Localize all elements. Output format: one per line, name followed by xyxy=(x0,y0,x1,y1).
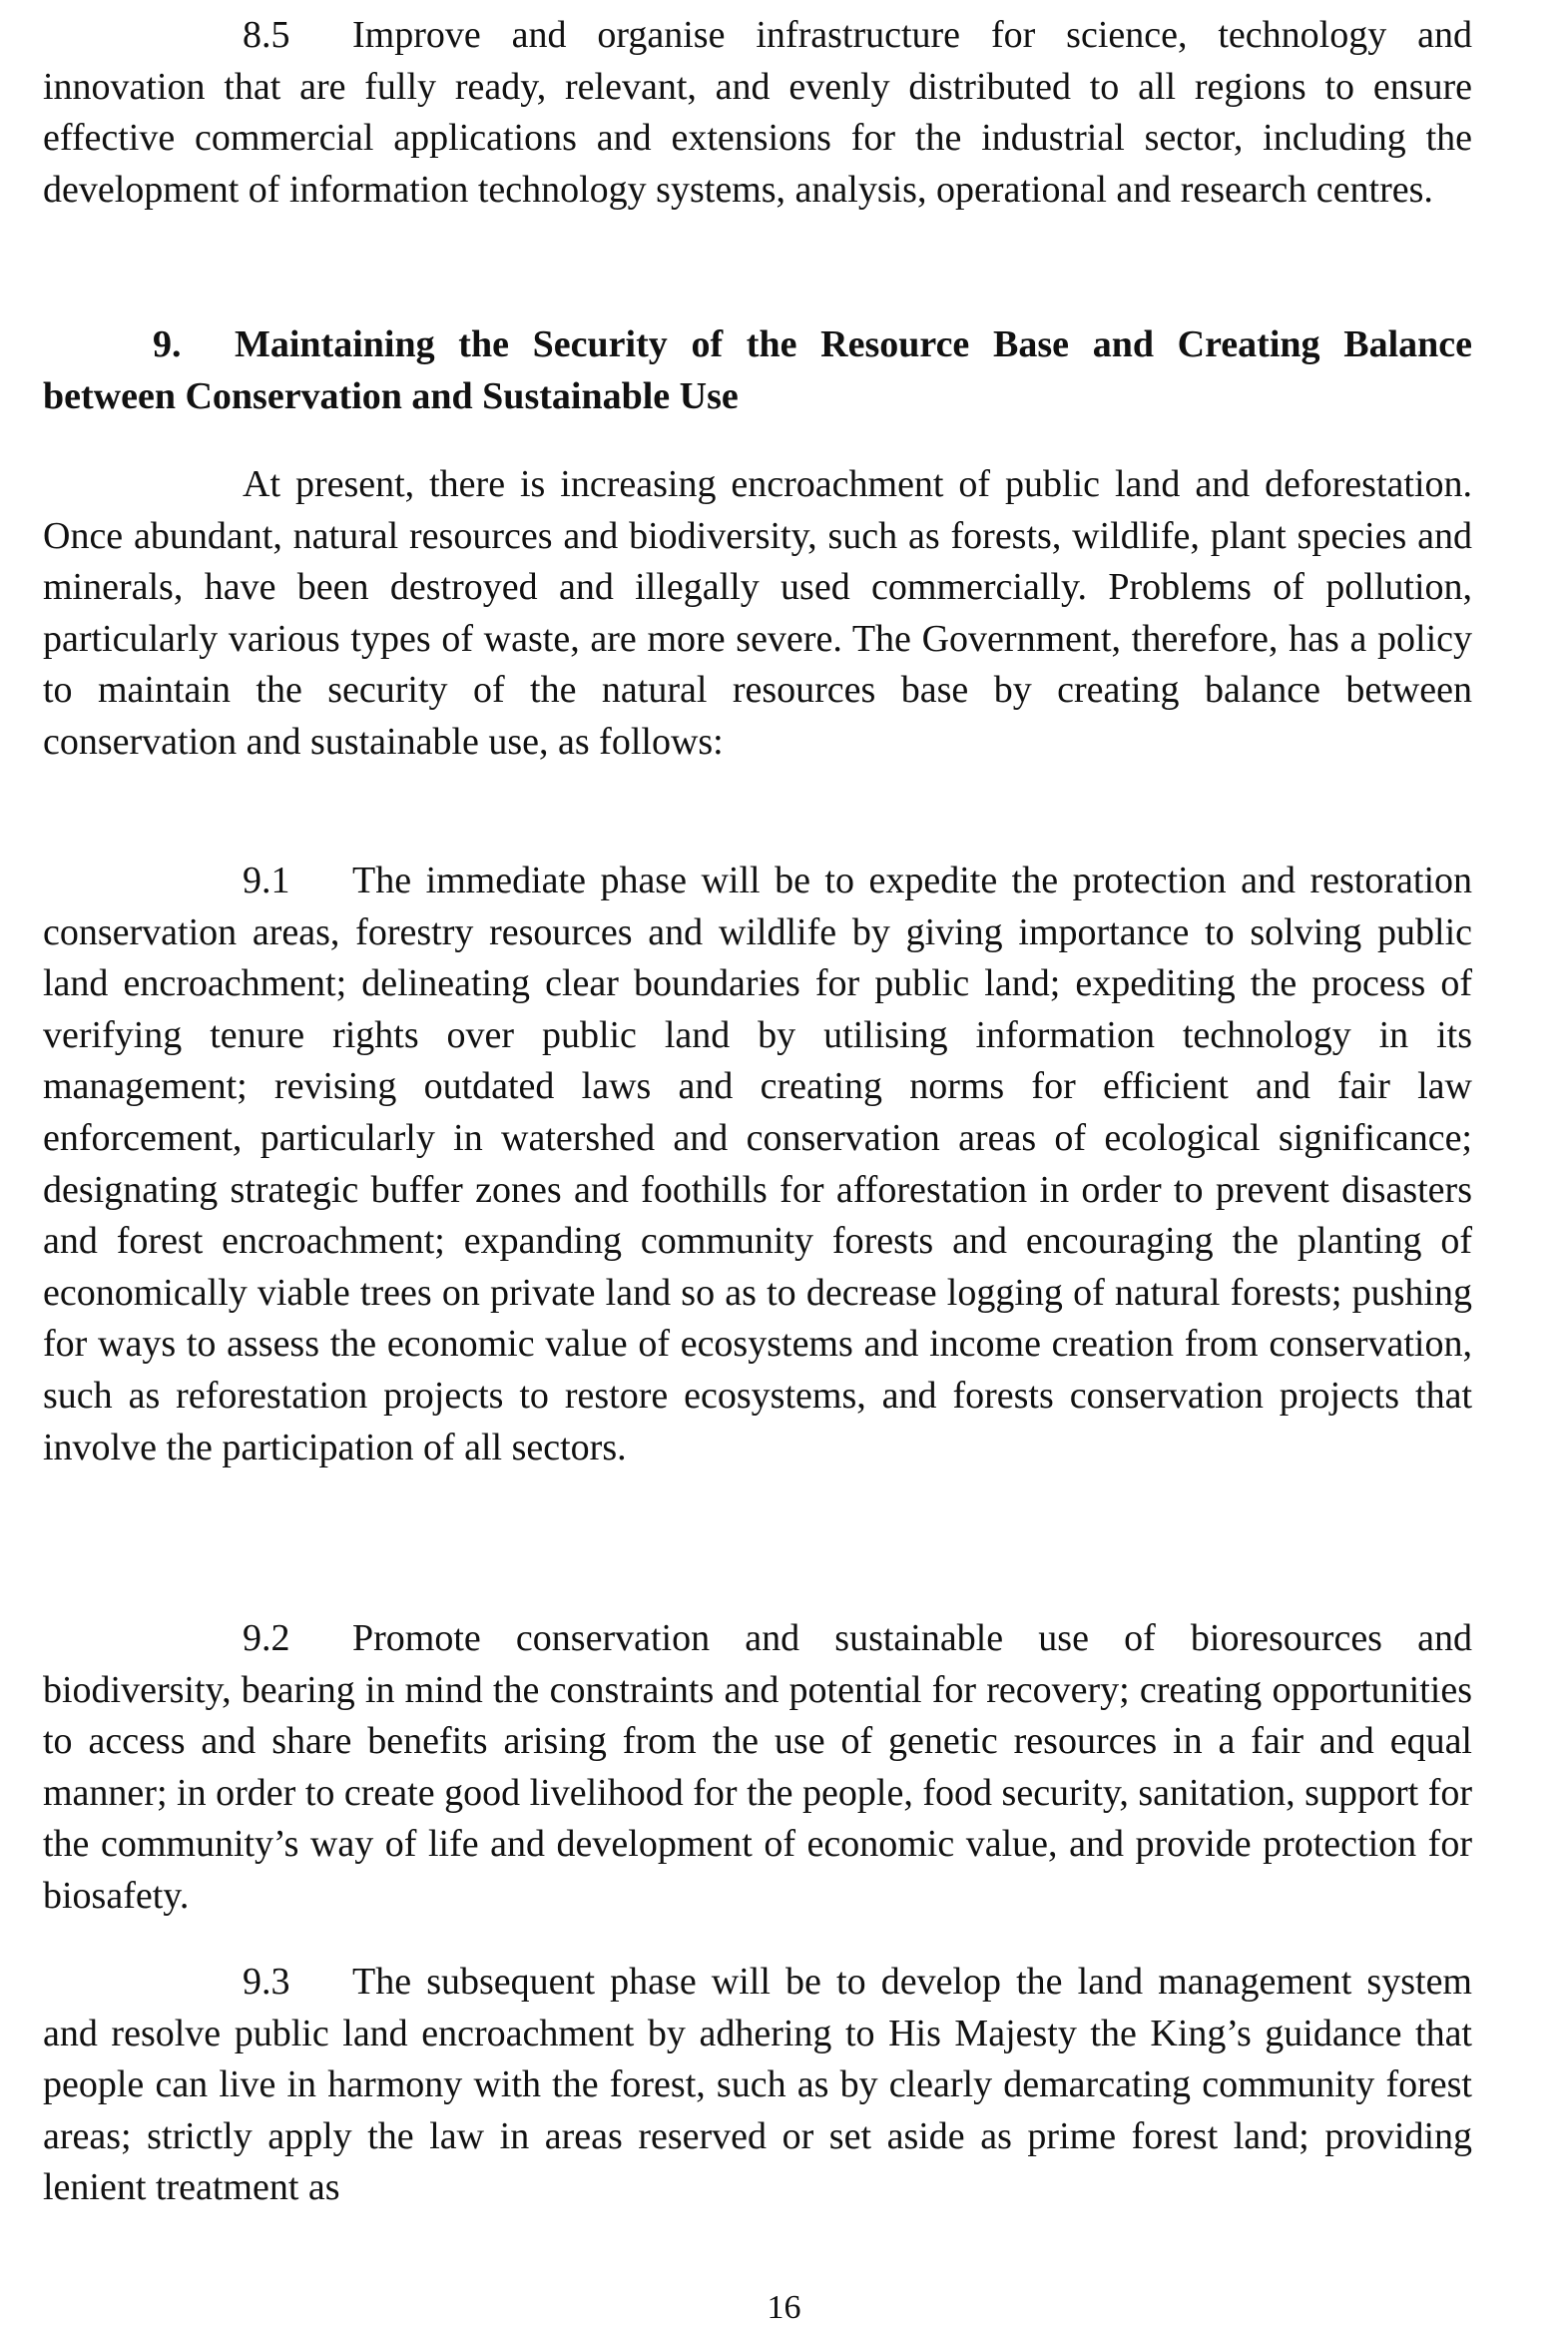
paragraph-number: 9.3 xyxy=(243,1961,290,2003)
paragraph-9-1 xyxy=(43,856,1472,1473)
paragraph-text: The subsequent phase will be to develop the land management system and resolve public land encroachment by adhering to His Majesty the King’s guidance that people can live in harmony with the forest, such as by clearly demarcating community forest areas; strictly apply the law in areas reserved or set aside as prime forest land; providing lenient treatment as xyxy=(43,1961,1472,2209)
paragraph-number: 9.1 xyxy=(243,860,290,901)
paragraph-text: Improve and organise infrastructure for science, technology and innovation that are fully ready, relevant, and evenly distributed to all regions to ensure effective commercial applications and extensions for the industrial sector, including the development of information technology systems, analysis, operational and research centres. xyxy=(43,14,1472,211)
paragraph-9-3 xyxy=(43,1957,1472,2214)
paragraph-number: 9.2 xyxy=(243,1617,290,1659)
section-9-intro xyxy=(43,459,1472,769)
paragraph-text: At present, there is increasing encroachment of public land and deforestation. Once abundant, natural resources and biodiversity, such as forests, wildlife, plant species and minerals, have been destroyed and illegally used commercially. Problems of pollution, particularly various types of waste, are more severe. The Government, therefore, has a policy to maintain the security of the natural resources base by creating balance between conservation and sustainable use, as follows: xyxy=(43,463,1472,763)
paragraph-9-2 xyxy=(43,1613,1472,1923)
paragraph-text: The immediate phase will be to expedite the protection and restoration conservation areas, forestry resources and wildlife by giving importance to solving public land encroachment; delineating clear boundaries for public land; expediting the process of verifying tenure rights over public land by utilising information technology in its management; revising outdated laws and creating norms for efficient and fair law enforcement, particularly in watershed and conservation areas of ecological significance; designating strategic buffer zones and foothills for afforestation in order to prevent disasters and forest encroachment; expanding community forests and encouraging the planting of economically viable trees on private land so as to decrease logging of natural forests; pushing for ways to assess the economic value of ecosystems and income creation from conservation, such as reforestation projects to restore ecosystems, and forests conservation projects that involve the participation of all sectors. xyxy=(43,860,1472,1468)
page-number: 16 xyxy=(767,2289,801,2326)
paragraph-text: Promote conservation and sustainable use of bioresources and biodiversity, bearing in mind the constraints and potential for recovery; creating opportunities to access and share benefits arising from the use of genetic resources in a fair and equal manner; in order to create good livelihood for the people, food security, sanitation, support for the community’s way of life and development of economic value, and provide protection for biosafety. xyxy=(43,1617,1472,1917)
heading-text: Maintaining the Security of the Resource Base and Creating Balance between Conservation and Sustainable Use xyxy=(43,323,1472,417)
paragraph-8-5 xyxy=(43,10,1472,216)
section-heading-9 xyxy=(43,319,1472,422)
heading-number: 9. xyxy=(153,323,182,365)
paragraph-number: 8.5 xyxy=(243,14,290,56)
